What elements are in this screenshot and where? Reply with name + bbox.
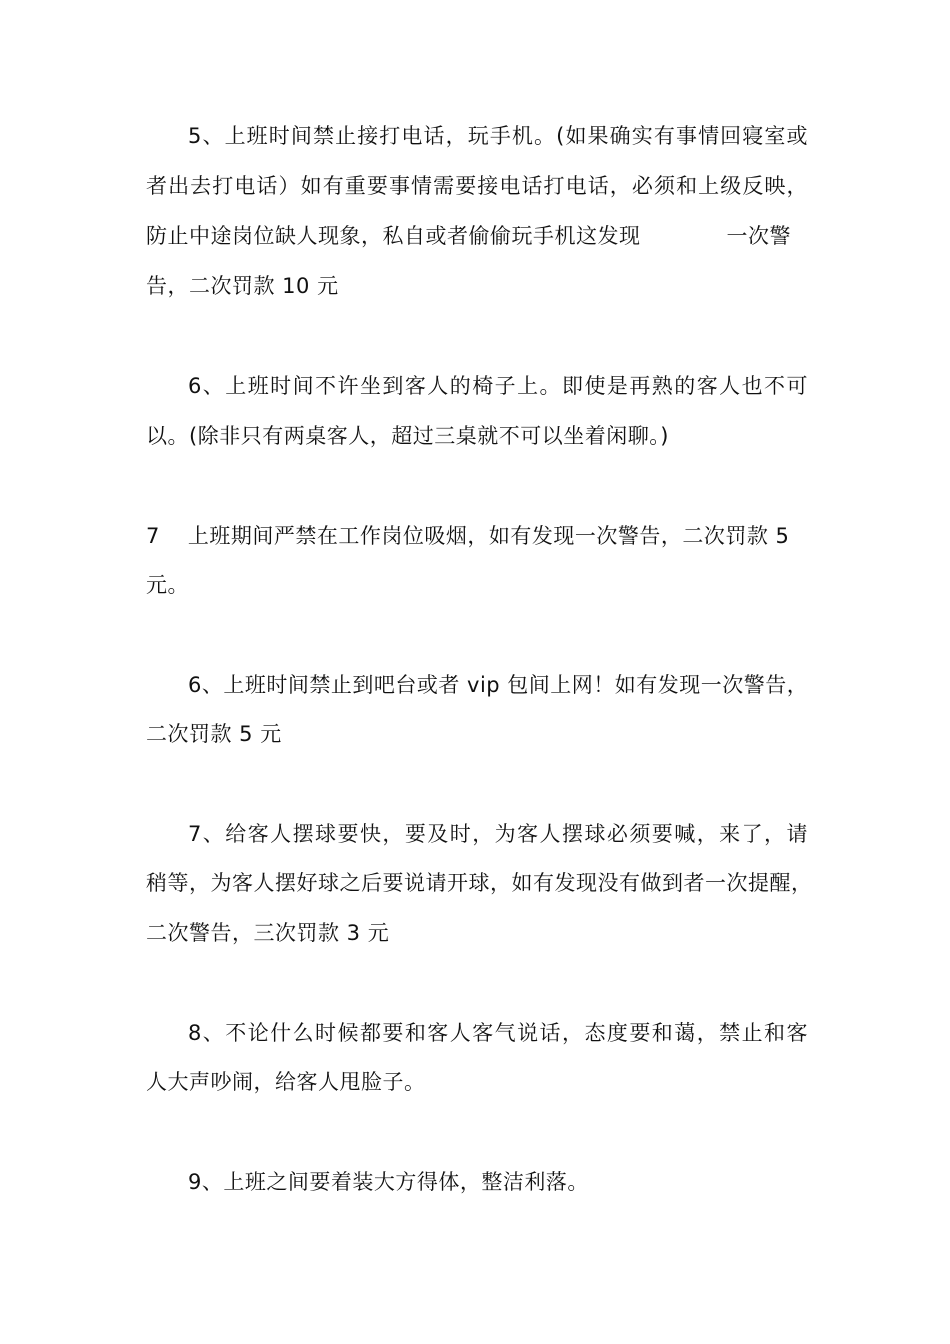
rule-6b-line-2: 二次罚款 5 元 xyxy=(146,722,282,746)
rule-5-line-4: 告，二次罚款 10 元 xyxy=(146,274,339,298)
rule-7b-line-1: 7、给客人摆球要快，要及时，为客人摆球必须要喊，来了，请 xyxy=(188,822,808,846)
rule-7a-line-2: 元。 xyxy=(146,573,189,597)
rule-6b-line-1: 6、上班时间禁止到吧台或者 vip 包间上网！如有发现一次警告， xyxy=(188,673,809,697)
rule-5-line-2: 者出去打电话）如有重要事情需要接电话打电话，必须和上级反映， xyxy=(146,174,808,198)
rule-6a-line-1: 6、上班时间不许坐到客人的椅子上。即使是再熟的客人也不可 xyxy=(188,374,808,398)
rule-5-line-1: 5、上班时间禁止接打电话，玩手机。(如果确实有事情回寝室或 xyxy=(188,124,808,148)
rule-7a-number: 7 xyxy=(146,524,160,548)
rule-8-line-1: 8、不论什么时候都要和客人客气说话，态度要和蔼，禁止和客 xyxy=(188,1021,808,1045)
rule-5-line-3 xyxy=(146,219,808,253)
rule-5-line-3-tail: 一次警 xyxy=(726,224,791,248)
rule-6a-line-2: 以。(除非只有两桌客人，超过三桌就不可以坐着闲聊。) xyxy=(146,424,669,448)
rule-8-line-2: 人大声吵闹，给客人甩脸子。 xyxy=(146,1070,426,1094)
rule-7a-line-1 xyxy=(146,519,808,553)
rule-7b-line-3: 二次警告，三次罚款 3 元 xyxy=(146,921,390,945)
rule-9-line-1: 9、上班之间要着装大方得体，整洁利落。 xyxy=(188,1170,589,1194)
rule-5-line-3-text: 防止中途岗位缺人现象，私自或者偷偷玩手机这发现 xyxy=(146,224,641,248)
rule-7a-line-1-text: 上班期间严禁在工作岗位吸烟，如有发现一次警告，二次罚款 5 xyxy=(187,524,790,548)
rule-7b-line-2: 稍等，为客人摆好球之后要说请开球，如有发现没有做到者一次提醒， xyxy=(146,871,813,895)
